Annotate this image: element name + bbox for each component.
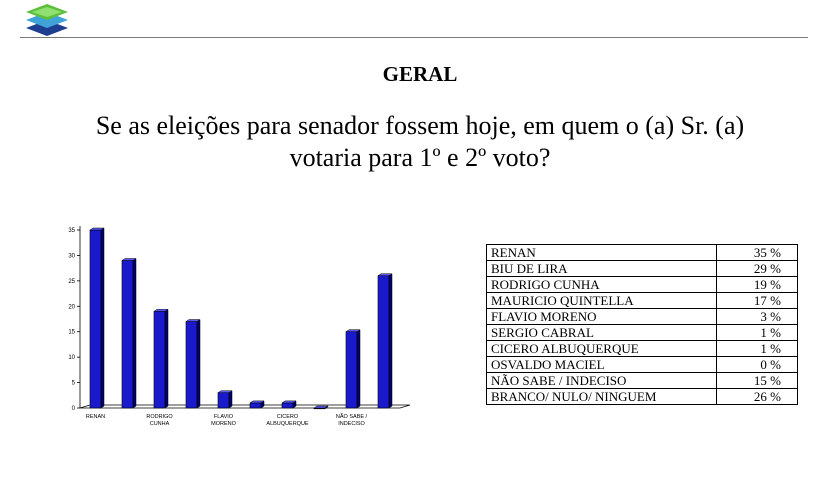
table-row xyxy=(487,325,798,341)
bar xyxy=(154,309,168,408)
y-tick-label: 10 xyxy=(68,355,75,362)
bar xyxy=(346,330,360,408)
y-tick-label: 20 xyxy=(68,304,75,311)
table-row xyxy=(487,277,798,293)
question-line-2: votaria para 1º e 2º voto? xyxy=(289,143,551,172)
table-row xyxy=(487,261,798,277)
bar xyxy=(250,401,264,408)
candidate-name: FLAVIO MORENO xyxy=(487,309,717,325)
y-tick-label: 0 xyxy=(71,406,75,412)
candidate-name: OSVALDO MACIEL xyxy=(487,357,717,373)
layered-stack-logo xyxy=(22,2,72,38)
bar xyxy=(186,320,200,408)
table-row xyxy=(487,341,798,357)
question-line-1: Se as eleições para senador fossem hoje, em quem o (a) Sr. (a) xyxy=(95,111,745,140)
x-tick-label: NÃO SABE / xyxy=(335,414,368,420)
candidate-percent: 29 % xyxy=(717,261,798,277)
candidate-percent: 0 % xyxy=(717,357,798,373)
section-title: GERAL xyxy=(382,62,458,86)
bar xyxy=(218,391,232,408)
x-tick-label: CUNHA xyxy=(149,421,170,427)
bar xyxy=(122,259,136,408)
y-tick-label: 35 xyxy=(68,228,75,234)
table-row xyxy=(487,293,798,309)
bar xyxy=(378,274,392,408)
candidate-percent: 35 % xyxy=(717,245,798,261)
x-tick-label: RENAN xyxy=(85,414,106,420)
candidate-percent: 19 % xyxy=(717,277,798,293)
y-tick-label: 5 xyxy=(71,380,75,387)
candidate-percent: 1 % xyxy=(717,325,798,341)
table-row xyxy=(487,245,798,261)
y-tick-label: 25 xyxy=(68,278,75,285)
candidate-name: CICERO ALBUQUERQUE xyxy=(487,341,717,357)
candidate-name: BIU DE LIRA xyxy=(487,261,717,277)
candidate-name: SERGIO CABRAL xyxy=(487,325,717,341)
candidate-percent: 26 % xyxy=(717,389,798,405)
x-tick-label: INDECISO xyxy=(338,421,365,427)
bar xyxy=(282,401,296,408)
y-tick-label: 15 xyxy=(68,329,75,336)
y-tick-label: 30 xyxy=(68,253,75,260)
candidate-name: NÃO SABE / INDECISO xyxy=(487,373,717,389)
candidate-percent: 15 % xyxy=(717,373,798,389)
candidate-name: RODRIGO CUNHA xyxy=(487,277,717,293)
x-tick-label: RODRIGO xyxy=(146,414,173,420)
header-divider xyxy=(20,37,808,38)
x-tick-label: ALBUQUERQUE xyxy=(266,421,309,427)
bar-chart xyxy=(60,215,420,445)
x-tick-label: FLAVIO xyxy=(213,414,234,420)
x-tick-label: CICERO xyxy=(276,414,299,420)
bar xyxy=(90,228,104,408)
table-row xyxy=(487,389,798,405)
candidate-percent: 3 % xyxy=(717,309,798,325)
x-tick-label: MORENO xyxy=(211,421,236,427)
table-row xyxy=(487,373,798,389)
candidate-percent: 17 % xyxy=(717,293,798,309)
candidate-name: MAURICIO QUINTELLA xyxy=(487,293,717,309)
results-table xyxy=(486,244,798,405)
candidate-percent: 1 % xyxy=(717,341,798,357)
bar xyxy=(314,406,328,409)
question-text xyxy=(40,110,800,174)
table-row xyxy=(487,309,798,325)
candidate-name: RENAN xyxy=(487,245,717,261)
candidate-name: BRANCO/ NULO/ NINGUEM xyxy=(487,389,717,405)
table-row xyxy=(487,357,798,373)
